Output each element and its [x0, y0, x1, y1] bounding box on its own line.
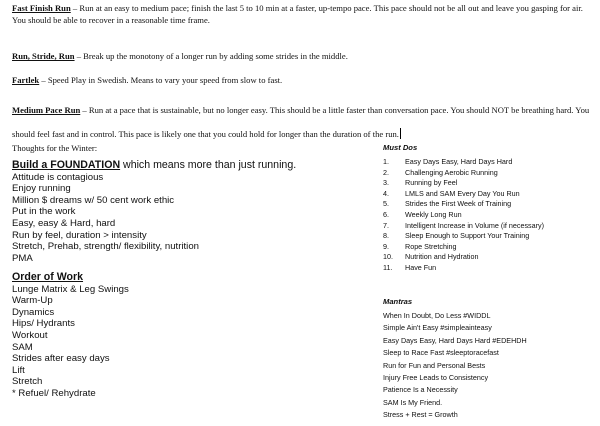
- list-item: Run by feel, duration > intensity: [12, 229, 147, 241]
- order-of-work-heading: [12, 272, 129, 284]
- term-run-stride-run: Run, Stride, Run: [12, 51, 75, 61]
- list-item: Warm-Up: [12, 295, 53, 307]
- list-text: Have Fun: [405, 262, 437, 272]
- list-item: [383, 199, 544, 210]
- list-item: Easy, easy & Hard, hard: [12, 217, 116, 229]
- list-item: Lunge Matrix & Leg Swings: [12, 283, 129, 295]
- list-item: Easy Days Easy, Hard Days Hard #EDEHDH: [383, 335, 527, 345]
- definition-medium-pace-run: – Run at a pace that is sustainable, but no longer easy. This should be a little faster than conversation pace. You should NOT be breathing hard. You should feel fast and in control. This pace is likely one that you could hold for longer than the duration of the run.: [12, 105, 590, 139]
- paragraph-fartlek: [12, 74, 592, 86]
- list-number: 5.: [383, 199, 389, 209]
- list-item: Stress + Rest = Growth: [383, 410, 458, 420]
- list-item: Run for Fun and Personal Bests: [383, 360, 486, 370]
- definition-fast-finish-run: – Run at an easy to medium pace; finish the last 5 to 10 min at a faster, up-tempo pace. This pace should not be all out and leave you gasping for air. You should be able to recover in a reasonable time frame.: [12, 3, 583, 25]
- foundation-section: [12, 160, 296, 264]
- mantras-title: Mantras: [383, 297, 413, 306]
- list-text: Nutrition and Hydration: [405, 252, 479, 262]
- paragraph-medium-pace-run: [12, 98, 592, 146]
- list-item: Hips/ Hydrants: [12, 318, 75, 330]
- list-item: Patience Is a Necessity: [383, 385, 458, 395]
- list-item: Sleep to Race Fast #sleeptoracefast: [383, 348, 499, 358]
- list-number: 7.: [383, 220, 389, 230]
- list-number: 11.: [383, 262, 393, 272]
- list-text: Rope Stretching: [405, 241, 457, 251]
- list-item: [383, 242, 544, 253]
- list-item: Put in the work: [12, 206, 76, 218]
- paragraph-run-stride-run: [12, 50, 592, 62]
- list-number: 4.: [383, 188, 389, 198]
- list-item: Stretch, Prehab, strength/ flexibility, nutrition: [12, 241, 199, 253]
- list-text: Intelligent Increase in Volume (if necessary): [405, 220, 545, 230]
- list-item: [383, 263, 544, 274]
- list-number: 2.: [383, 167, 389, 177]
- term-fast-finish-run: Fast Finish Run: [12, 3, 71, 13]
- foundation-heading-underlined: Build a FOUNDATION: [12, 159, 121, 171]
- list-item: Injury Free Leads to Consistency: [383, 372, 489, 382]
- list-text: Sleep Enough to Support Your Training: [405, 231, 530, 241]
- definition-fartlek: – Speed Play in Swedish. Means to vary your speed from slow to fast.: [39, 75, 283, 85]
- list-item: Million $ dreams w/ 50 cent work ethic: [12, 194, 175, 206]
- list-item: * Refuel/ Rehydrate: [12, 387, 96, 399]
- list-text: Strides the First Week of Training: [405, 199, 512, 209]
- list-text: Running by Feel: [405, 178, 458, 188]
- order-of-work-section: [12, 272, 129, 400]
- mantras-section: [383, 297, 527, 423]
- definition-run-stride-run: – Break up the monotony of a longer run by adding some strides in the middle.: [74, 51, 348, 61]
- list-item: Stretch: [12, 376, 43, 388]
- list-number: 10.: [383, 252, 393, 262]
- list-number: 6.: [383, 209, 389, 219]
- order-of-work-heading-text: Order of Work: [12, 271, 84, 283]
- list-text: Easy Days Easy, Hard Days Hard: [405, 157, 513, 166]
- must-dos-title: Must Dos: [383, 143, 418, 152]
- term-fartlek: Fartlek: [12, 75, 40, 85]
- list-text: LMLS and SAM Every Day You Run: [405, 188, 520, 198]
- list-item: Enjoy running: [12, 183, 71, 195]
- list-item: SAM Is My Friend.: [383, 397, 443, 407]
- term-medium-pace-run: Medium Pace Run: [12, 105, 81, 115]
- list-item: [383, 231, 544, 242]
- foundation-heading-rest: which means more than just running.: [120, 159, 297, 171]
- list-number: 8.: [383, 231, 389, 241]
- list-item: [383, 210, 544, 221]
- list-item: Attitude is contagious: [12, 171, 104, 183]
- paragraph-fast-finish-run: [12, 2, 592, 26]
- must-dos-section: [383, 143, 544, 274]
- list-item: [383, 189, 544, 200]
- list-item: Dynamics: [12, 306, 55, 318]
- list-item: [383, 157, 544, 168]
- list-item: PMA: [12, 252, 33, 264]
- thoughts-heading: Thoughts for the Winter:: [12, 143, 98, 153]
- list-item: [383, 221, 544, 232]
- list-item: Lift: [12, 364, 25, 376]
- list-item: [383, 168, 544, 179]
- list-number: 9.: [383, 241, 389, 251]
- list-number: 1.: [383, 157, 389, 166]
- list-item: [383, 178, 544, 189]
- list-item: Strides after easy days: [12, 353, 110, 365]
- list-text: Weekly Long Run: [405, 209, 462, 219]
- list-item: Simple Ain't Easy #simpleainteasy: [383, 323, 492, 333]
- text-cursor: [400, 128, 401, 139]
- list-text: Challenging Aerobic Running: [405, 167, 498, 177]
- list-item: SAM: [12, 341, 33, 353]
- foundation-heading: [12, 160, 296, 172]
- list-item: Workout: [12, 329, 48, 341]
- list-item: [383, 252, 544, 263]
- list-item: When In Doubt, Do Less #WIDDL: [383, 311, 491, 320]
- list-number: 3.: [383, 178, 389, 188]
